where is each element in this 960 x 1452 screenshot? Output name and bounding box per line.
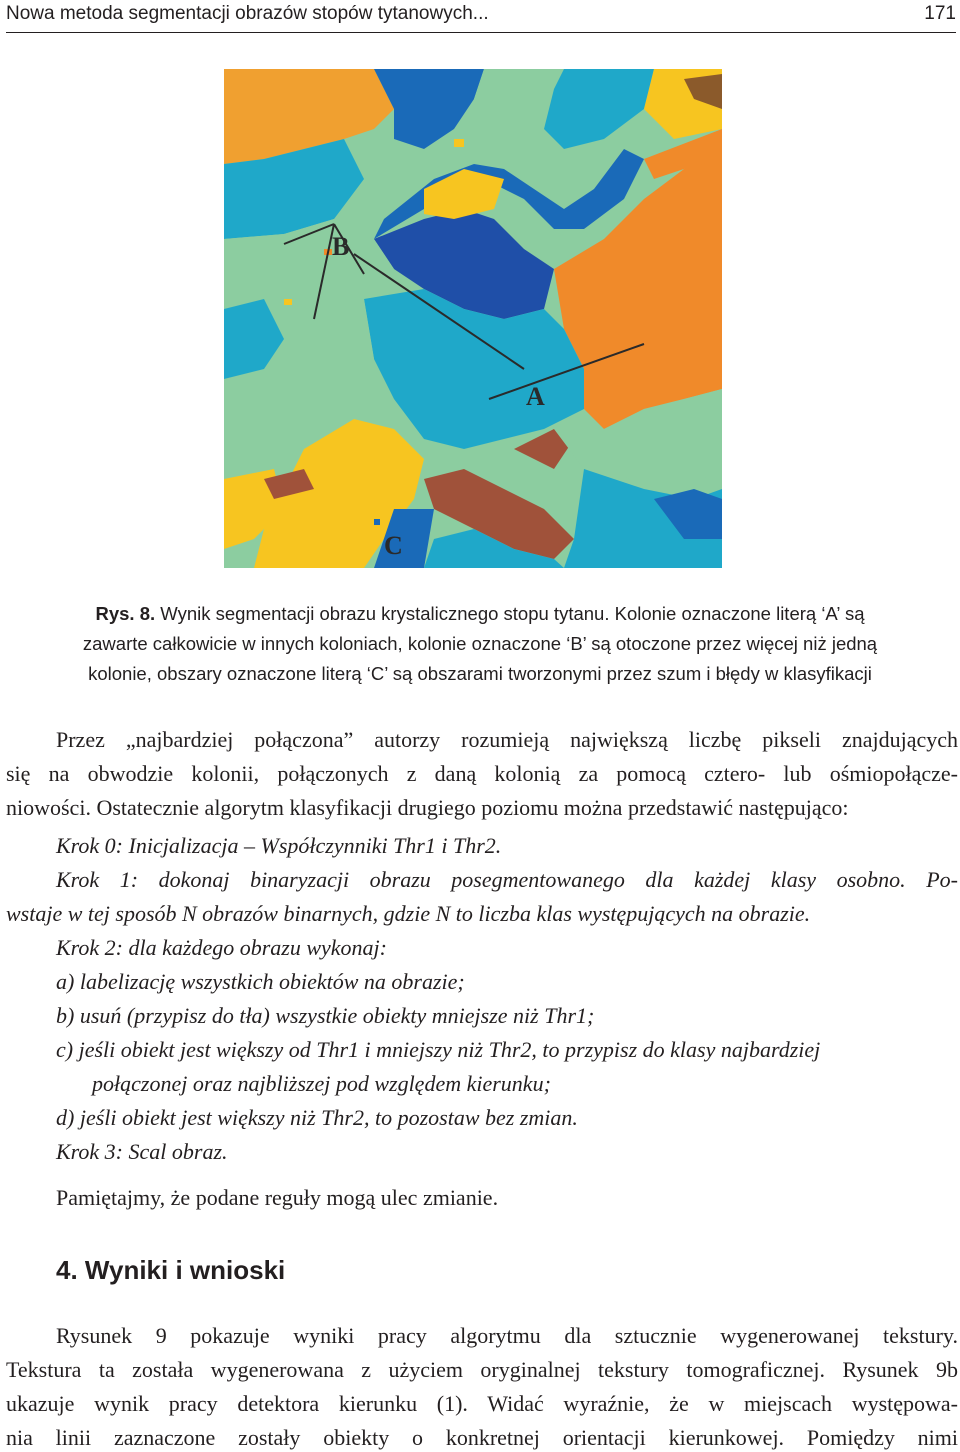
step-2-c-line-1: c) jeśli obiekt jest większy od Thr1 i mniejszy niż Thr2, to przypisz do klasy najbardziej <box>56 1037 821 1062</box>
para2-line-4: nia linii zaznaczone zostały obiekty o konkretnej orientacji kierunkowej. Pomiędzy nimi <box>6 1425 958 1450</box>
para1-line-1: Przez „najbardziej połączona” autorzy rozumieją największą liczbę pikseli znajdujących <box>56 727 958 752</box>
caption-line-2: zawarte całkowicie w innych koloniach, kolonie oznaczone ‘B’ są otoczone przez więcej niż jedną <box>82 633 878 654</box>
caption-label: Rys. 8. <box>95 603 156 624</box>
para2-line-1: Rysunek 9 pokazuje wyniki pracy algorytmu dla sztucznie wygenerowanej tekstury. <box>56 1323 958 1348</box>
step-2-c-line-2: połączonej oraz najbliższej pod względem kierunku; <box>92 1071 551 1096</box>
segmentation-map-image <box>224 69 722 568</box>
page-number: 171 <box>924 3 956 24</box>
step-1-line-1: Krok 1: dokonaj binaryzacji obrazu posegmentowanego dla każdej klasy osobno. Po- <box>56 867 958 892</box>
running-header <box>6 0 956 33</box>
step-2-d: d) jeśli obiekt jest większy niż Thr2, to pozostaw bez zmian. <box>56 1105 578 1130</box>
figure-label-b: B <box>332 232 350 261</box>
section-heading: 4. Wyniki i wnioski <box>56 1255 286 1285</box>
para1-line-2: się na obwodzie kolonii, połączonych z daną kolonią za pomocą cztero- lub ośmiopołącze- <box>6 761 958 786</box>
step-3: Krok 3: Scal obraz. <box>56 1139 228 1164</box>
caption-text-1: Wynik segmentacji obrazu krystalicznego stopu tytanu. Kolonie oznaczone literą ‘A’ są <box>160 603 865 624</box>
step-1-line-2: wstaje w tej sposób N obrazów binarnych, gdzie N to liczba klas występujących na obrazie. <box>6 901 811 926</box>
figure-label-c: C <box>384 531 403 560</box>
step-0: Krok 0: Inicjalizacja – Współczynniki Thr1 i Thr2. <box>56 833 502 858</box>
para2-line-3: ukazuje wynik pracy detektora kierunku (1). Widać wyraźnie, że w miejscach występowa- <box>6 1391 958 1416</box>
step-2: Krok 2: dla każdego obrazu wykonaj: <box>56 935 387 960</box>
running-title: Nowa metoda segmentacji obrazów stopów tytanowych... <box>6 3 489 24</box>
figure-caption <box>10 599 950 689</box>
note-paragraph: Pamiętajmy, że podane reguły mogą ulec zmianie. <box>56 1185 499 1210</box>
step-2-b: b) usuń (przypisz do tła) wszystkie obiekty mniejsze niż Thr1; <box>56 1003 595 1028</box>
caption-line-1 <box>10 599 950 629</box>
step-2-a: a) labelizację wszystkich obiektów na obrazie; <box>56 969 465 994</box>
caption-line-3: kolonie, obszary oznaczone literą ‘C’ są obszarami tworzonymi przez szum i błędy w klasyfikacji <box>88 663 872 684</box>
para2-line-2: Tekstura ta została wygenerowana z użyciem oryginalnej tekstury tomograficznej. Rysunek 9b <box>6 1357 958 1382</box>
segmentation-figure <box>224 69 722 568</box>
figure-label-a: A <box>526 382 545 411</box>
para1-line-3: niowości. Ostatecznie algorytm klasyfikacji drugiego poziomu można przedstawić następująco: <box>6 795 849 820</box>
